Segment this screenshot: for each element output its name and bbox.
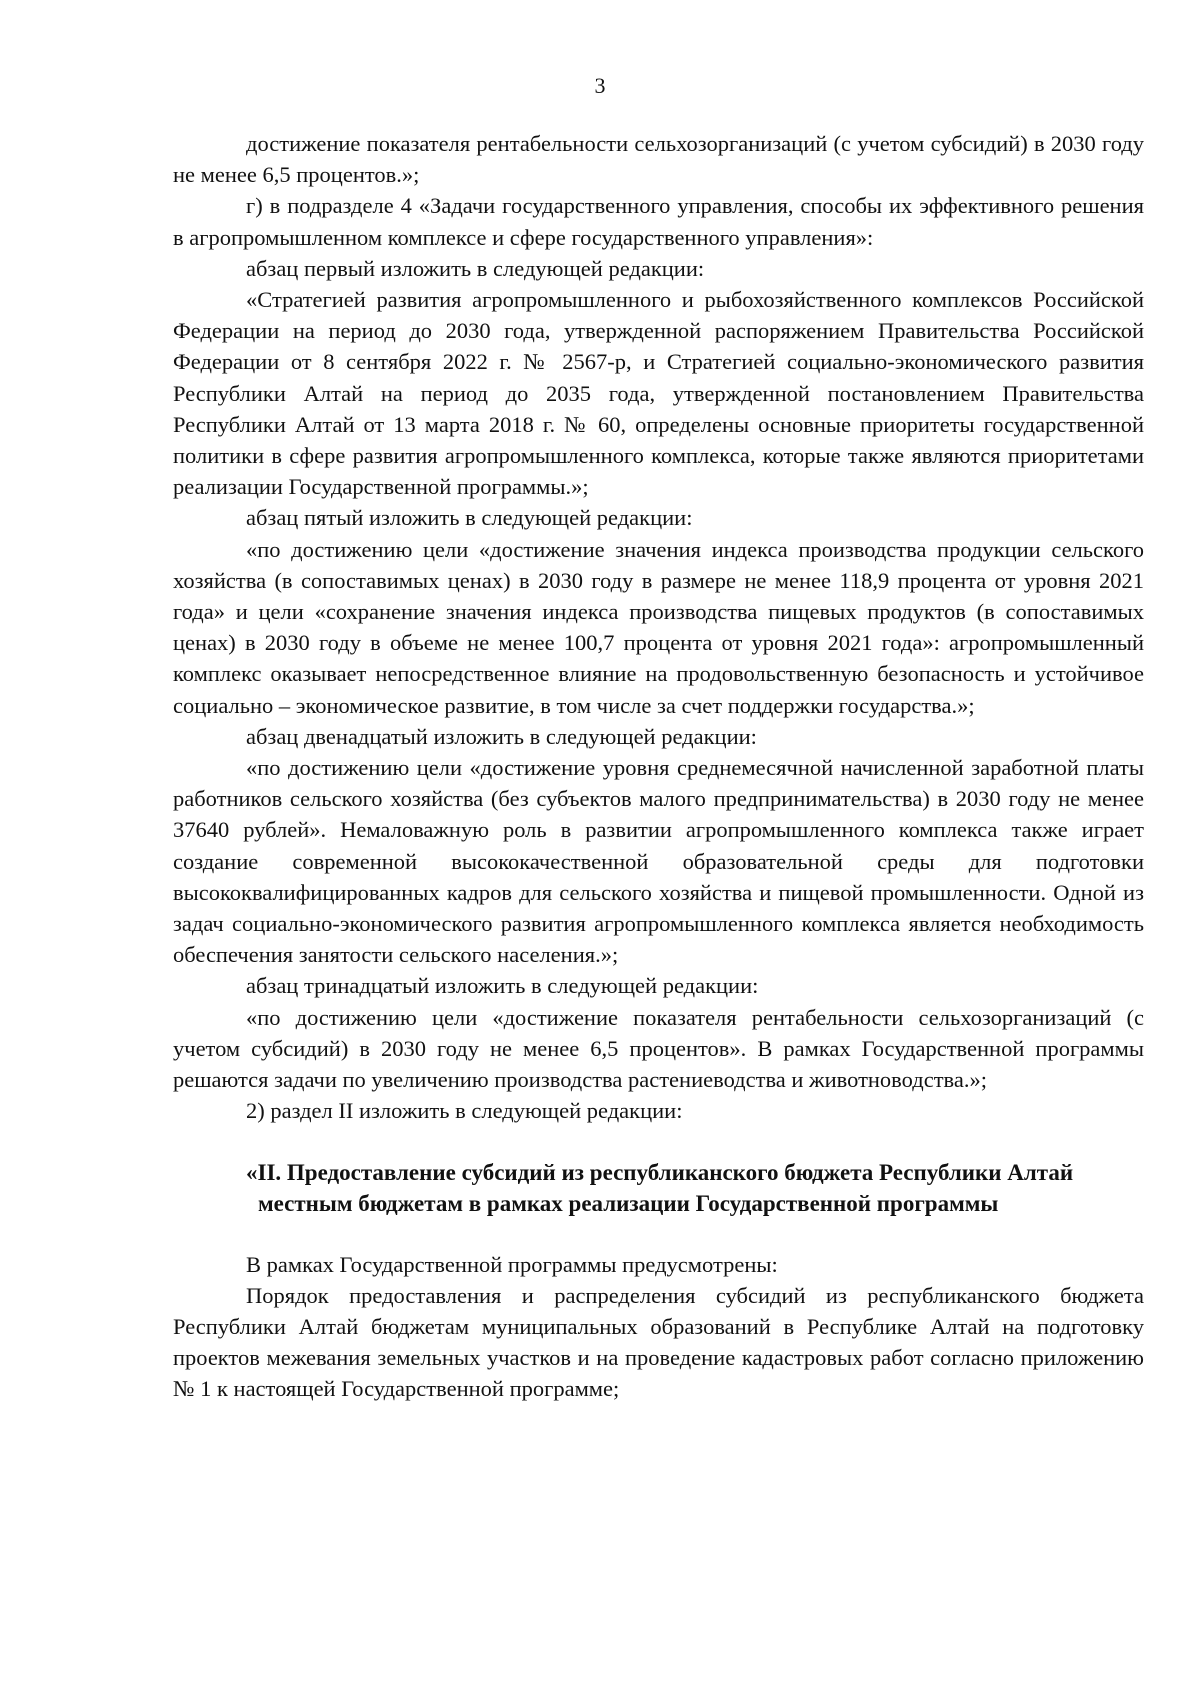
paragraph-13: Порядок предоставления и распределения субсидий из республиканского бюджета Республики Алтай бюджетам муниципальных образований в Республике Алтай на подготовку проектов межевания земельных участков и на проведение кадастровых работ согласно приложению № 1 к настоящей Государственной программе; <box>173 1282 1144 1402</box>
section-heading <box>173 1157 1144 1219</box>
spacer <box>173 1219 1144 1249</box>
paragraph-11: 2) раздел II изложить в следующей редакции: <box>246 1098 683 1124</box>
paragraph-12: В рамках Государственной программы предусмотрены: <box>246 1251 778 1277</box>
spacer <box>173 1127 1144 1157</box>
paragraph-8: «по достижению цели «достижение уровня среднемесячной начисленной заработной платы работников сельского хозяйства (без субъектов малого предпринимательства) в 2030 году не менее 37640 рублей». Немаловажную роль в развитии агропромышленного комплекса также играет создание современной высококачественной образовательной среды для подготовки высококвалифицированных кадров для сельского хозяйства и пищевой промышленности. Одной из задач социально-экономического развития агропромышленного комплекса является необходимость обеспечения занятости сельского населения.»; <box>173 755 1144 968</box>
page-number: 3 <box>594 73 606 98</box>
paragraph-1: достижение показателя рентабельности сельхозорганизаций (с учетом субсидий) в 2030 году не менее 6,5 процентов.»; <box>173 131 1144 188</box>
paragraph-10: «по достижению цели «достижение показателя рентабельности сельхозорганизаций (с учетом субсидий) в 2030 году не менее 6,5 процентов». В рамках Государственной программы решаются задачи по увеличению производства растениеводства и животноводства.»; <box>173 1004 1144 1093</box>
paragraph-4: «Стратегией развития агропромышленного и рыбохозяйственного комплексов Российской Федерации на период до 2030 года, утвержденной распоряжением Правительства Российской Федерации от 8 сентября 2022 г. № 2567-р, и Стратегией социально-экономического развития Республики Алтай на период до 2035 года, утвержденной постановлением Правительства Республики Алтай от 13 марта 2018 г. № 60, определены основные приоритеты государственной политики в сфере развития агропромышленного комплекса, которые также являются приоритетами реализации Государственной программы.»; <box>173 287 1144 500</box>
paragraph-6: «по достижению цели «достижение значения индекса производства продукции сельского хозяйства (в сопоставимых ценах) в 2030 году в размере не менее 118,9 процента от уровня 2021 года» и цели «сохранение значения индекса производства пищевых продуктов (в сопоставимых ценах) в 2030 году в объеме не менее 100,7 процента от уровня 2021 года»: агропромышленный комплекс оказывает непосредственное влияние на продовольственную безопасность и устойчивое социально – экономическое развитие, в том числе за счет поддержки государства.»; <box>173 536 1144 718</box>
document-body <box>173 128 1144 1405</box>
paragraph-3: абзац первый изложить в следующей редакции: <box>246 255 705 281</box>
paragraph-7: абзац двенадцатый изложить в следующей редакции: <box>246 723 757 749</box>
section-heading-line-2: местным бюджетам в рамках реализации Государственной программы <box>258 1190 999 1216</box>
paragraph-5: абзац пятый изложить в следующей редакции: <box>246 505 693 531</box>
paragraph-2: г) в подразделе 4 «Задачи государственного управления, способы их эффективного решения в агропромышленном комплексе и сфере государственного управления»: <box>173 193 1144 250</box>
section-heading-line-1: «II. Предоставление субсидий из республиканского бюджета Республики Алтай <box>246 1159 1074 1185</box>
paragraph-9: абзац тринадцатый изложить в следующей редакции: <box>246 973 759 999</box>
